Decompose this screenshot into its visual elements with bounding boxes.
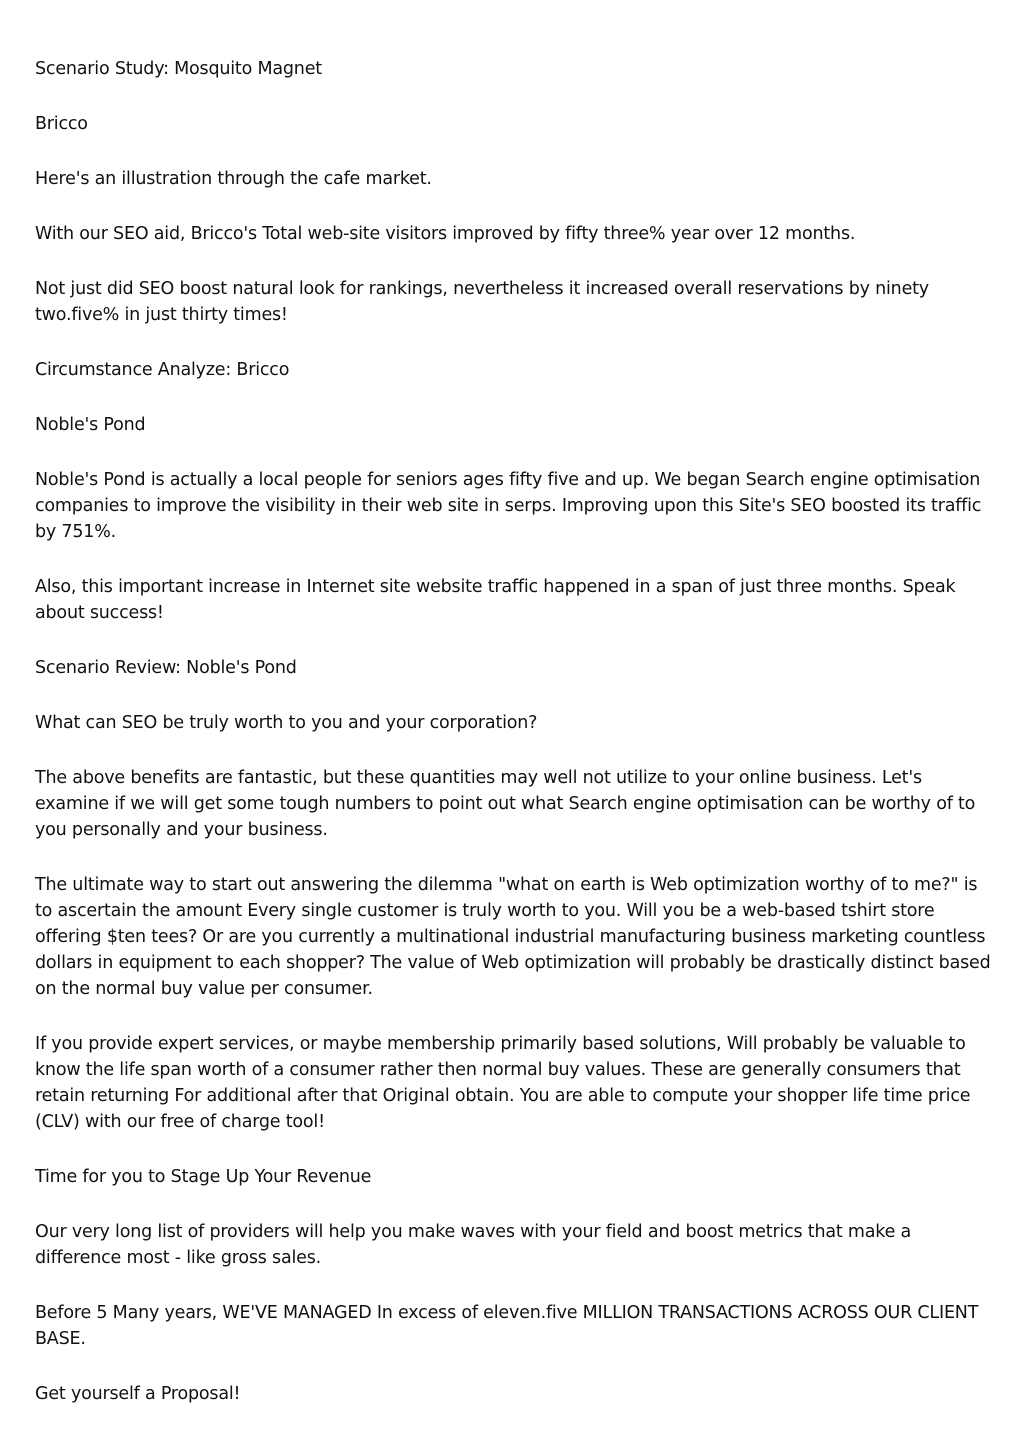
paragraph-lifetime-value: If you provide expert services, or maybe membership primarily based solutions, Will probably be valuable to know the life span worth of a consumer rather then normal buy values. These are generally consumers that retain returning For additional after that Original obtain. You are able to compute your shopper life time price (CLV) with our free of charge tool! — [35, 1034, 971, 1132]
heading-level-up-revenue: Time for you to Stage Up Your Revenue — [35, 1167, 372, 1187]
heading-case-study-nobles-pond: Scenario Review: Noble's Pond — [35, 658, 297, 678]
paragraph-bricco-reservations: Not just did SEO boost natural look for rankings, nevertheless it increased overall reservations by ninety two.five% in just thirty times! — [35, 279, 929, 325]
heading-nobles-pond: Noble's Pond — [35, 415, 146, 435]
paragraph-cafe-example: Here's an illustration through the cafe market. — [35, 169, 432, 189]
document-page — [35, 56, 991, 1436]
heading-case-study-mosquito-magnet: Scenario Study: Mosquito Magnet — [35, 59, 322, 79]
call-to-action-proposal: Get yourself a Proposal! — [35, 1384, 241, 1404]
paragraph-customer-value: The ultimate way to start out answering the dilemma "what on earth is Web optimization worthy of to me?" is to ascertain the amount Every single customer is truly worth to you. Will you be a web-based tshirt store offering $ten tees? Or are you currently a multinational industrial manufacturing business marketing countless dollars in equipment to each shopper? The value of Web optimization will probably be drastically distinct based on the normal buy value per consumer. — [35, 875, 991, 999]
paragraph-benefits: The above benefits are fantastic, but these quantities may well not utilize to your online business. Let's examine if we will get some tough numbers to point out what Search engine optimisation can be worthy of to you personally and your business. — [35, 768, 976, 840]
heading-case-study-bricco: Circumstance Analyze: Bricco — [35, 360, 290, 380]
paragraph-services-list: Our very long list of providers will help you make waves with your field and boost metrics that make a difference most - like gross sales. — [35, 1222, 912, 1268]
paragraph-transactions: Before 5 Many years, WE'VE MANAGED In excess of eleven.five MILLION TRANSACTIONS ACROSS OUR CLIENT BASE. — [35, 1303, 979, 1349]
paragraph-nobles-pond-intro: Noble's Pond is actually a local people for seniors ages fifty five and up. We began Search engine optimisation companies to improve the visibility in their web site in serps. Improving upon this Site's SEO boosted its traffic by 751%. — [35, 470, 982, 542]
heading-seo-worth: What can SEO be truly worth to you and your corporation? — [35, 713, 538, 733]
paragraph-bricco-traffic: With our SEO aid, Bricco's Total web-site visitors improved by fifty three% year over 12 months. — [35, 224, 856, 244]
paragraph-nobles-pond-success: Also, this important increase in Internet site website traffic happened in a span of just three months. Speak about success! — [35, 577, 956, 623]
heading-bricco: Bricco — [35, 114, 88, 134]
